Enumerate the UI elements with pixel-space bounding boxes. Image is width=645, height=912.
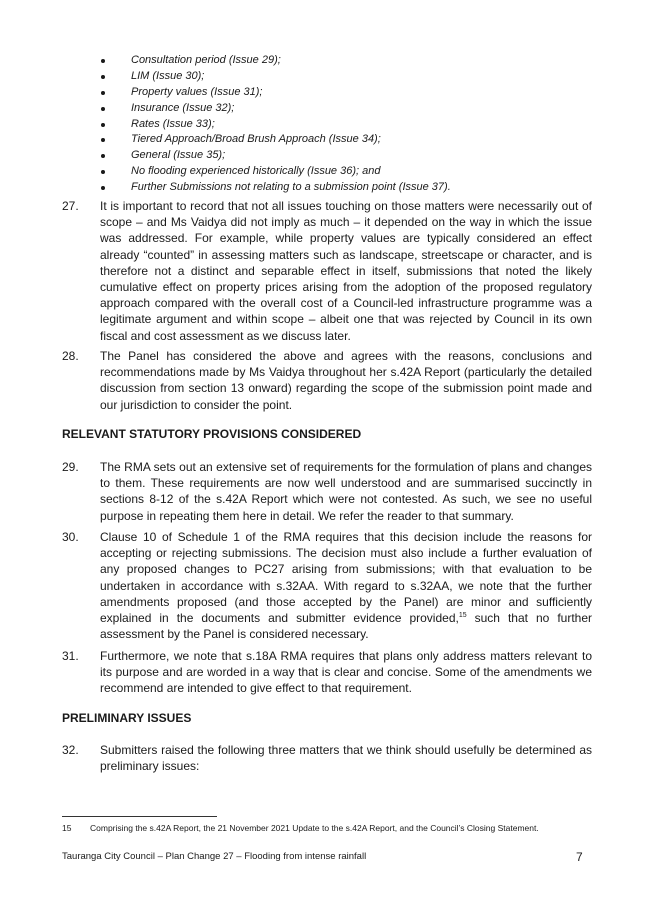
- bullet-icon: [101, 186, 105, 190]
- bullet-text: Rates (Issue 33);: [131, 117, 215, 130]
- paragraph-number: 32.: [62, 743, 79, 757]
- bullet-text: No flooding experienced historically (Issue 36); and: [131, 165, 381, 178]
- bullet-text: Property values (Issue 31);: [131, 85, 263, 98]
- bullet-icon: [101, 59, 105, 63]
- paragraph-text: It is important to record that not all issues touching on those matters were necessarily out of scope – and Ms Vaidya did not imply as much – it depended on the way in which the issue was addressed. For example, while property values are typically considered an effect already “counted” in assessing matters such as landscape, streetscape or character, and is therefore not a distinct and separable effect in itself, submissions that noted the likely cumulative effect on property prices arising from the adoption of the proposed regulatory approach compared with the overall cost of a Council-led infrastructure programme was a legitimate argument and within scope – albeit one that was rejected by Council in its own fiscal and cost assessment as we discuss later.: [100, 199, 592, 343]
- paragraph-27: [62, 198, 592, 344]
- bullet-icon: [101, 107, 105, 111]
- section-heading-statutory: RELEVANT STATUTORY PROVISIONS CONSIDERED: [62, 427, 362, 441]
- bullet-text: Insurance (Issue 32);: [131, 101, 235, 114]
- bullet-icon: [101, 154, 105, 158]
- paragraph-29: [62, 459, 592, 524]
- footer-title: Tauranga City Council – Plan Change 27 – Flooding from intense rainfall: [62, 851, 367, 862]
- bullet-text: Consultation period (Issue 29);: [131, 54, 281, 66]
- bullet-text: Further Submissions not relating to a submission point (Issue 37).: [131, 181, 451, 194]
- footnote-reference[interactable]: 15: [458, 612, 467, 620]
- bullet-icon: [101, 75, 105, 79]
- paragraph-number: 30.: [62, 530, 79, 544]
- footnote-text: Comprising the s.42A Report, the 21 November 2021 Update to the s.42A Report, and the Council’s Closing Statement.: [90, 823, 539, 833]
- paragraph-text: Submitters raised the following three matters that we think should usefully be determined as preliminary issues:: [100, 743, 592, 774]
- issue-bullet-list: [100, 53, 600, 196]
- paragraph-number: 29.: [62, 460, 79, 474]
- paragraph-text: The Panel has considered the above and agrees with the reasons, conclusions and recommendations made by Ms Vaidya throughout her s.42A Report (particularly the detailed discussion from section 13 onward) regarding the scope of the submission point made and our jurisdiction to consider the point.: [100, 349, 592, 412]
- paragraph-number: 27.: [62, 199, 79, 213]
- list-item: [100, 164, 600, 180]
- list-item: [100, 69, 600, 85]
- bullet-text: LIM (Issue 30);: [131, 69, 205, 82]
- paragraph-text: Furthermore, we note that s.18A RMA requires that plans only address matters relevant to its purpose and are worded in a way that is clear and concise. Some of the amendments we recommend are intended to give effect to that requirement.: [100, 649, 592, 696]
- paragraph-text: Clause 10 of Schedule 1 of the RMA requires that this decision include the reasons for accepting or rejecting submissions. The decision must also include a further evaluation of any proposed changes to PC27 arising from submissions; with that evaluation to be undertaken in accordance with s.32AA. With regard to s.32AA, we note that the further amendments proposed (and those accepted by the Panel) are minor and sufficiently explained in the documents and submitter evidence provided,$^{15}$ such that no further assessment by the Panel is considered necessary.: [100, 530, 592, 642]
- paragraph-number: 31.: [62, 649, 79, 663]
- paragraph-number: 28.: [62, 349, 79, 363]
- section-heading-preliminary: PRELIMINARY ISSUES: [62, 711, 192, 725]
- list-item: [100, 148, 600, 164]
- bullet-icon: [101, 170, 105, 174]
- list-item: [100, 180, 600, 196]
- paragraph-text: The RMA sets out an extensive set of requirements for the formulation of plans and changes to them. These requirements are now well understood and are summarised succinctly in sections 8-12 of the s.42A Report which were not contested. As such, we see no useful purpose in repeating them here in detail. We refer the reader to that summary.: [100, 460, 592, 523]
- list-item: [100, 53, 600, 69]
- footnote-number: 15: [62, 823, 72, 833]
- paragraph-32: [62, 742, 592, 774]
- list-item: [100, 132, 600, 148]
- bullet-icon: [101, 91, 105, 95]
- bullet-text: General (Issue 35);: [131, 149, 226, 162]
- bullet-icon: [101, 123, 105, 127]
- page-number: 7: [576, 850, 583, 864]
- footnote-divider: [62, 816, 217, 817]
- paragraph-28: [62, 348, 592, 413]
- bullet-icon: [101, 138, 105, 142]
- paragraph-31: [62, 648, 592, 697]
- list-item: [100, 101, 600, 117]
- list-item: [100, 117, 600, 133]
- footnote: [62, 823, 582, 834]
- paragraph-30: [62, 529, 592, 642]
- list-item: [100, 85, 600, 101]
- bullet-text: Tiered Approach/Broad Brush Approach (Issue 34);: [131, 133, 381, 146]
